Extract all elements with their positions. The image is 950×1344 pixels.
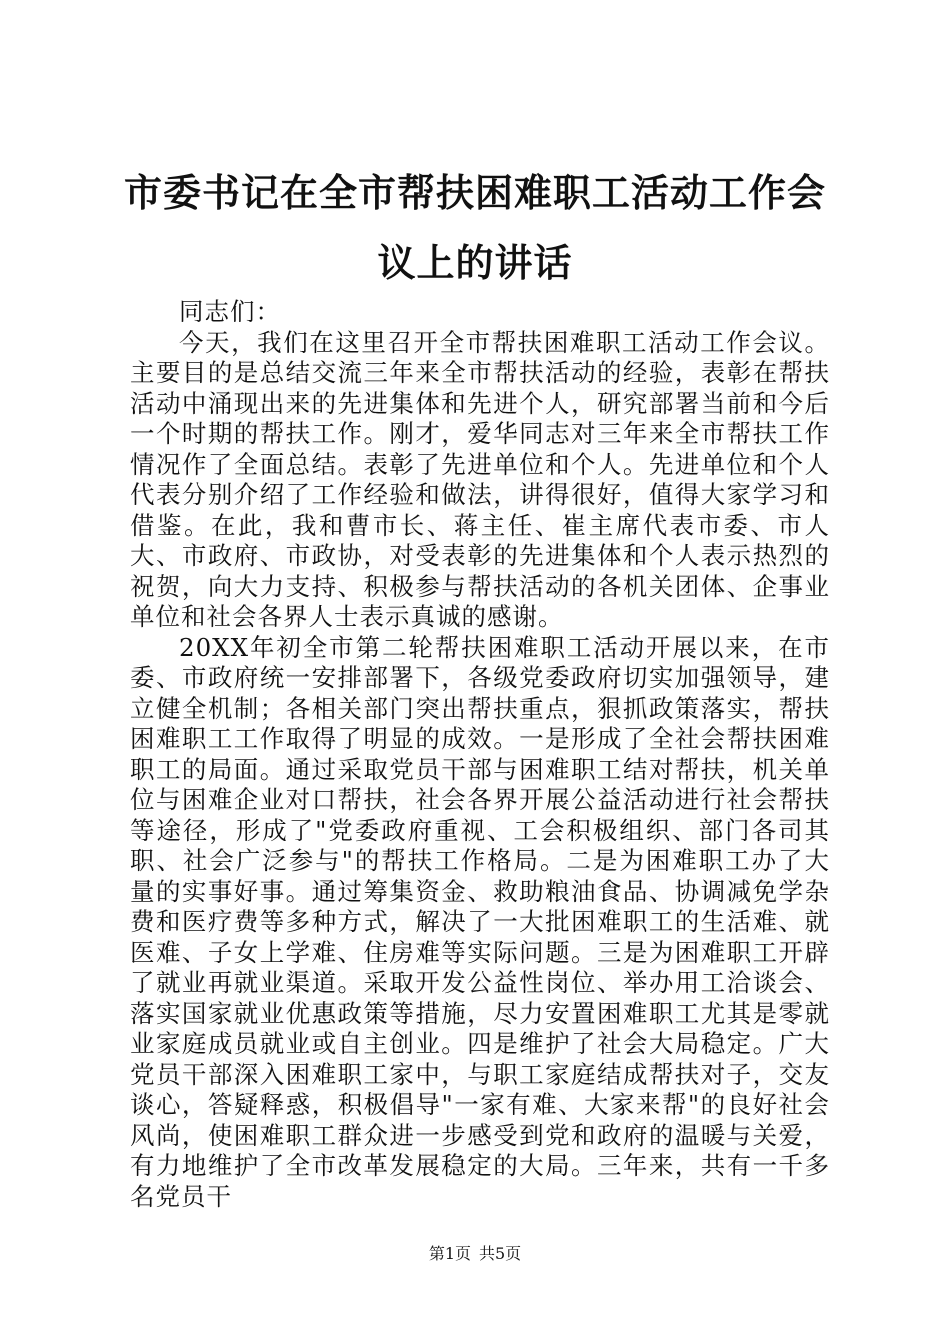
body-paragraph: 今天，我们在这里召开全市帮扶困难职工活动工作会议。主要目的是总结交流三年来全市帮扶活动的经验，表彰在帮扶活动中涌现出来的先进集体和先进个人，研究部署当前和今后一个时期的帮扶工作。刚才，爱华同志对三年来全市帮扶工作情况作了全面总结。表彰了先进单位和个人。先进单位和个人代表分别介绍了工作经验和做法，讲得很好，值得大家学习和借鉴。在此，我和曹市长、蒋主任、崔主席代表市委、市人大、市政府、市政协，对受表彰的先进集体和个人表示热烈的祝贺，向大力支持、积极参与帮扶活动的各机关团体、企事业单位和社会各界人士表示真诚的感谢。 [130,327,830,631]
document-title: 市委书记在全市帮扶困难职工活动工作会议上的讲话 [123,170,826,285]
document-body [130,297,830,1212]
page-total: 共5页 [479,1244,522,1263]
page-number: 第1页 [428,1244,471,1263]
page-footer [0,1244,950,1264]
body-paragraph: 20XX年初全市第二轮帮扶困难职工活动开展以来，在市委、市政府统一安排部署下，各级党委政府切实加强领导，建立健全机制；各相关部门突出帮扶重点，狠抓政策落实，帮扶困难职工工作取得了明显的成效。一是形成了全社会帮扶困难职工的局面。通过采取党员干部与困难职工结对帮扶，机关单位与困难企业对口帮扶，社会各界开展公益活动进行社会帮扶等途径，形成了"党委政府重视、工会积极组织、部门各司其职、社会广泛参与"的帮扶工作格局。二是为困难职工办了大量的实事好事。通过筹集资金、救助粮油食品、协调减免学杂费和医疗费等多种方式，解决了一大批困难职工的生活难、就医难、子女上学难、住房难等实际问题。三是为困难职工开辟了就业再就业渠道。采取开发公益性岗位、举办用工洽谈会、落实国家就业优惠政策等措施，尽力安置困难职工尤其是零就业家庭成员就业或自主创业。四是维护了社会大局稳定。广大党员干部深入困难职工家中，与职工家庭结成帮扶对子，交友谈心，答疑释惑，积极倡导"一家有难、大家来帮"的良好社会风尚，使困难职工群众进一步感受到党和政府的温暖与关爱，有力地维护了全市改革发展稳定的大局。三年来，共有一千多名党员干 [130,632,830,1211]
salutation: 同志们： [179,297,281,326]
